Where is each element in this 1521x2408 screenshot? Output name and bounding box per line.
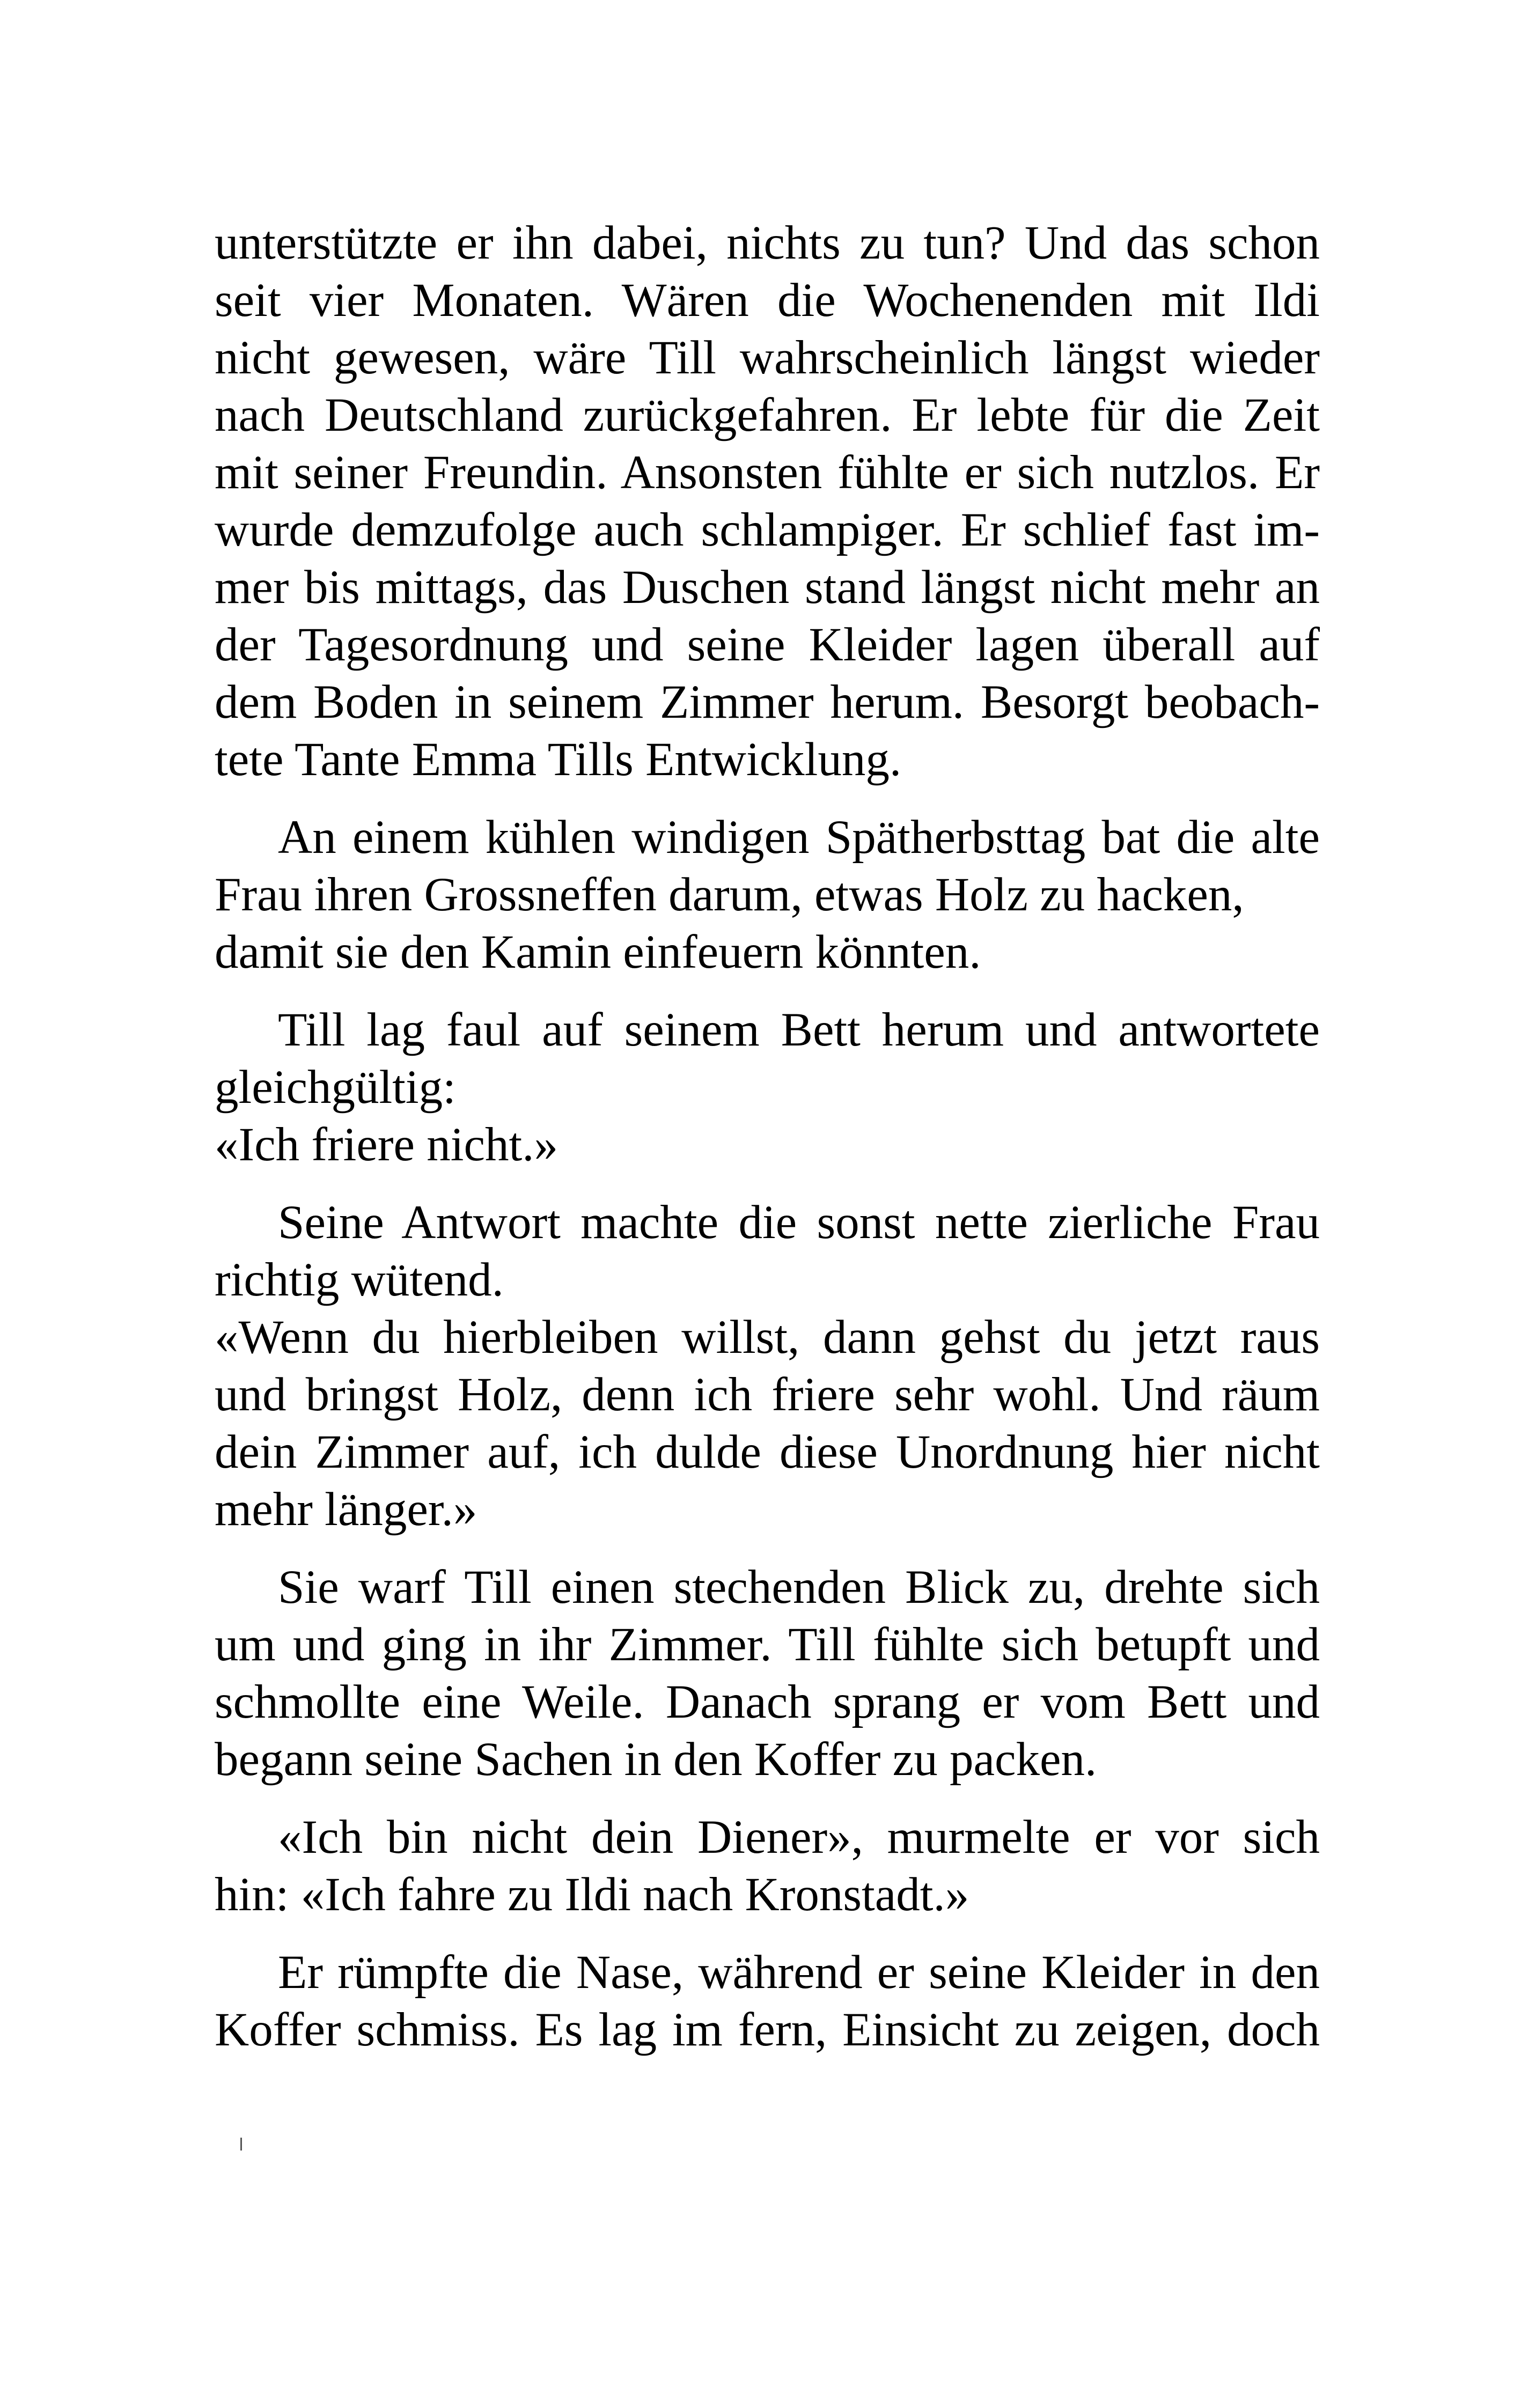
page-marker [240, 2138, 242, 2151]
text-line: um und ging in ihr Zimmer. Till fühlte sich betupft und [215, 1618, 1320, 1671]
paragraph [215, 1944, 1320, 2059]
text-line: mer bis mittags, das Duschen stand längst nicht mehr an [215, 561, 1320, 614]
text-line: nicht gewesen, wäre Till wahrscheinlich längst wieder [215, 332, 1320, 384]
paragraph [215, 1002, 1320, 1174]
text-line: dein Zimmer auf, ich dulde diese Unordnung hier nicht [215, 1426, 1320, 1478]
text-line: der Tagesordnung und seine Kleider lagen überall auf [215, 618, 1320, 671]
text-line: «Ich bin nicht dein Diener», murmelte er vor sich [278, 1811, 1320, 1864]
text-line: Sie warf Till einen stechenden Blick zu, drehte sich [278, 1561, 1320, 1614]
paragraph-gap [215, 1788, 1320, 1809]
text-line: richtig wütend. [215, 1254, 504, 1306]
text-line: dem Boden in seinem Zimmer herum. Besorgt beobach- [215, 676, 1320, 728]
text-line: An einem kühlen windigen Spätherbsttag bat die alte [278, 811, 1320, 864]
paragraph [215, 809, 1320, 981]
text-line: hin: «Ich fahre zu Ildi nach Kronstadt.» [215, 1868, 969, 1921]
text-line: «Ich friere nicht.» [215, 1118, 558, 1171]
paragraph [215, 1559, 1320, 1788]
text-line: seit vier Monaten. Wären die Wochenenden mit Ildi [215, 274, 1320, 327]
text-line: wurde demzufolge auch schlampiger. Er schlief fast im- [215, 504, 1320, 556]
text-line: Frau ihren Grossneffen darum, etwas Holz zu hacken, [215, 868, 1244, 921]
paragraph-gap [215, 1924, 1320, 1944]
paragraph [215, 1809, 1320, 1924]
text-line: «Wenn du hierbleiben willst, dann gehst du jetzt raus [215, 1311, 1320, 1364]
text-line: Koffer schmiss. Es lag im fern, Einsicht zu zeigen, doch [215, 2004, 1320, 2056]
paragraph-gap [215, 1538, 1320, 1559]
text-line: Er rümpfte die Nase, während er seine Kleider in den [278, 1946, 1320, 1999]
text-line: mehr länger.» [215, 1483, 477, 1536]
text-line: schmollte eine Weile. Danach sprang er vom Bett und [215, 1676, 1320, 1728]
text-line: nach Deutschland zurückgefahren. Er lebte für die Zeit [215, 389, 1320, 441]
paragraph-gap [215, 981, 1320, 1002]
text-line: damit sie den Kamin einfeuern könnten. [215, 926, 981, 978]
paragraph-gap [215, 789, 1320, 809]
text-line: gleichgültig: [215, 1061, 456, 1114]
body-text [215, 215, 1320, 2059]
text-line: Seine Antwort machte die sonst nette zierliche Frau [278, 1196, 1320, 1249]
text-line: unterstützte er ihn dabei, nichts zu tun? Und das schon [215, 217, 1320, 269]
paragraph [215, 1194, 1320, 1538]
text-line: mit seiner Freundin. Ansonsten fühlte er sich nutzlos. Er [215, 446, 1320, 499]
text-line: und bringst Holz, denn ich friere sehr wohl. Und räum [215, 1368, 1320, 1421]
text-line: tete Tante Emma Tills Entwicklung. [215, 733, 902, 786]
paragraph-gap [215, 1174, 1320, 1194]
paragraph [215, 215, 1320, 789]
text-line: Till lag faul auf seinem Bett herum und antwortete [278, 1004, 1320, 1056]
text-line: begann seine Sachen in den Koffer zu packen. [215, 1733, 1097, 1786]
